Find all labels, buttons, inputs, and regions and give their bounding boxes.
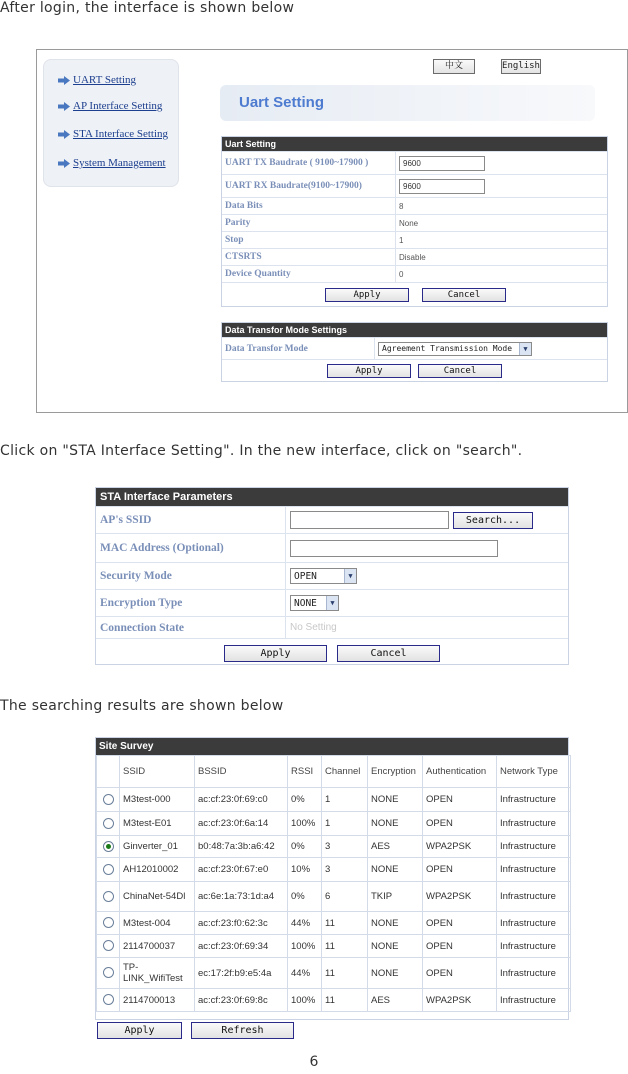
column-header: Channel	[322, 756, 368, 788]
mac-address-label: MAC Address (Optional)	[96, 534, 286, 562]
cell-auth: OPEN	[423, 912, 497, 935]
row-select-cell	[97, 812, 120, 836]
menu-item-ap-interface-setting[interactable]	[58, 100, 162, 112]
stop-label: Stop	[222, 232, 396, 248]
step-text: Click on "STA Interface Setting". In the new interface, click on "search".	[0, 443, 523, 459]
encryption-type-label: Encryption Type	[96, 590, 286, 616]
device-quantity-value: 0	[399, 269, 404, 279]
cell-bssid: ac:cf:23:f0:62:3c	[195, 912, 288, 935]
cell-ssid: ChinaNet-54Dl	[120, 882, 195, 912]
cell-ssid: 2114700037	[120, 935, 195, 958]
rx-baudrate-input[interactable]: 9600	[399, 179, 485, 194]
cell-type: Infrastructure	[497, 989, 571, 1012]
menu-item-label: System Management	[73, 157, 166, 169]
form-row	[222, 231, 607, 248]
site-survey-table	[95, 737, 569, 1020]
table-header-row	[97, 756, 571, 788]
side-menu	[43, 59, 179, 187]
column-header: SSID	[120, 756, 195, 788]
cell-encryption: AES	[368, 989, 423, 1012]
table-row[interactable]	[97, 788, 571, 812]
menu-item-uart-setting[interactable]	[58, 74, 136, 86]
survey-apply-button[interactable]: Apply	[97, 1022, 182, 1039]
cell-ssid: M3test-E01	[120, 812, 195, 836]
cell-encryption: NONE	[368, 912, 423, 935]
cell-bssid: ac:cf:23:0f:6a:14	[195, 812, 288, 836]
lang-chinese-button[interactable]: 中文	[433, 59, 475, 74]
transfer-cancel-button[interactable]: Cancel	[418, 364, 502, 378]
form-row	[222, 214, 607, 231]
cell-channel: 1	[322, 812, 368, 836]
cell-rssi: 0%	[288, 788, 322, 812]
cell-ssid: M3test-004	[120, 912, 195, 935]
cell-rssi: 44%	[288, 958, 322, 989]
cell-auth: OPEN	[423, 812, 497, 836]
transfer-mode-table	[221, 322, 608, 382]
chevron-down-icon: ▼	[519, 343, 531, 355]
security-mode-label: Security Mode	[96, 563, 286, 589]
table-row[interactable]	[97, 958, 571, 989]
parity-value: None	[399, 218, 419, 228]
results-text: The searching results are shown below	[0, 698, 284, 714]
cell-channel: 3	[322, 858, 368, 882]
menu-item-system-management[interactable]	[58, 157, 166, 169]
cell-encryption: NONE	[368, 812, 423, 836]
sta-parameters-table	[95, 487, 569, 665]
cell-rssi: 0%	[288, 882, 322, 912]
arrow-right-icon	[58, 159, 70, 168]
cell-ssid: Ginverter_01	[120, 836, 195, 858]
ssid-input[interactable]	[290, 511, 449, 529]
menu-item-label: AP Interface Setting	[73, 100, 163, 112]
cell-type: Infrastructure	[497, 912, 571, 935]
arrow-right-icon	[58, 102, 70, 111]
row-select-radio[interactable]	[103, 794, 114, 805]
cell-type: Infrastructure	[497, 836, 571, 858]
row-select-radio[interactable]	[103, 940, 114, 951]
site-survey-header: Site Survey	[96, 738, 568, 755]
row-select-cell	[97, 858, 120, 882]
column-header: BSSID	[195, 756, 288, 788]
sta-apply-button[interactable]: Apply	[224, 645, 327, 662]
tx-baudrate-input[interactable]: 9600	[399, 156, 485, 171]
transfer-mode-value: Agreement Transmission Mode	[382, 344, 513, 353]
cell-encryption: NONE	[368, 935, 423, 958]
cell-encryption: NONE	[368, 958, 423, 989]
chevron-down-icon: ▼	[344, 569, 356, 583]
ctsrts-value: Disable	[399, 252, 426, 262]
row-select-radio[interactable]	[103, 917, 114, 928]
form-row	[96, 616, 568, 638]
sta-cancel-button[interactable]: Cancel	[337, 645, 440, 662]
cell-channel: 3	[322, 836, 368, 858]
table-row[interactable]	[97, 935, 571, 958]
cell-encryption: NONE	[368, 788, 423, 812]
survey-refresh-button[interactable]: Refresh	[191, 1022, 294, 1039]
cell-channel: 11	[322, 989, 368, 1012]
cell-bssid: ac:cf:23:0f:69:34	[195, 935, 288, 958]
cell-rssi: 100%	[288, 935, 322, 958]
cell-channel: 6	[322, 882, 368, 912]
form-row	[96, 506, 568, 533]
cell-type: Infrastructure	[497, 958, 571, 989]
uart-apply-button[interactable]: Apply	[325, 288, 409, 302]
form-row	[96, 533, 568, 562]
lang-english-button[interactable]: English	[501, 59, 541, 74]
row-select-cell	[97, 882, 120, 912]
form-row	[222, 337, 607, 359]
row-select-cell	[97, 836, 120, 858]
cell-ssid: M3test-000	[120, 788, 195, 812]
row-select-cell	[97, 958, 120, 989]
connection-state-value: No Setting	[290, 622, 337, 633]
uart-cancel-button[interactable]: Cancel	[422, 288, 506, 302]
table-row[interactable]	[97, 912, 571, 935]
arrow-right-icon	[58, 76, 70, 85]
search-button[interactable]: Search...	[453, 512, 533, 529]
page-title: Uart Setting	[239, 94, 325, 111]
cell-ssid: 2114700013	[120, 989, 195, 1012]
cell-auth: WPA2PSK	[423, 882, 497, 912]
form-row	[222, 197, 607, 214]
row-select-cell	[97, 912, 120, 935]
cell-rssi: 100%	[288, 989, 322, 1012]
cell-channel: 11	[322, 958, 368, 989]
form-row	[222, 265, 607, 282]
cell-bssid: ec:17:2f:b9:e5:4a	[195, 958, 288, 989]
transfer-apply-button[interactable]: Apply	[327, 364, 411, 378]
row-select-cell	[97, 989, 120, 1012]
security-mode-select[interactable]	[290, 568, 357, 584]
cell-auth: WPA2PSK	[423, 989, 497, 1012]
device-quantity-label: Device Quantity	[222, 266, 396, 282]
transfer-mode-select[interactable]	[378, 342, 532, 356]
cell-rssi: 10%	[288, 858, 322, 882]
select-column-header	[97, 756, 120, 788]
cell-channel: 1	[322, 788, 368, 812]
survey-grid	[96, 755, 571, 1012]
form-row	[222, 359, 607, 383]
form-row	[222, 248, 607, 265]
cell-rssi: 0%	[288, 836, 322, 858]
cell-rssi: 44%	[288, 912, 322, 935]
cell-type: Infrastructure	[497, 858, 571, 882]
row-select-radio[interactable]	[103, 967, 114, 978]
cell-auth: OPEN	[423, 958, 497, 989]
web-ui-screenshot	[36, 49, 628, 413]
uart-setting-table	[221, 136, 608, 307]
form-row	[222, 151, 607, 174]
parity-label: Parity	[222, 215, 396, 231]
sta-header: STA Interface Parameters	[96, 488, 568, 506]
cell-bssid: ac:6e:1a:73:1d:a4	[195, 882, 288, 912]
cell-auth: WPA2PSK	[423, 836, 497, 858]
cell-auth: OPEN	[423, 858, 497, 882]
row-select-radio[interactable]	[103, 818, 114, 829]
data-bits-label: Data Bits	[222, 198, 396, 214]
cell-bssid: ac:cf:23:0f:67:e0	[195, 858, 288, 882]
row-select-radio[interactable]	[103, 841, 114, 852]
cell-bssid: ac:cf:23:0f:69:8c	[195, 989, 288, 1012]
security-mode-value: OPEN	[294, 570, 317, 582]
data-bits-value: 8	[399, 201, 404, 211]
transfer-mode-header: Data Transfor Mode Settings	[222, 323, 607, 337]
connection-state-label: Connection State	[96, 617, 286, 638]
column-header: Network Type	[497, 756, 571, 788]
form-row	[96, 638, 568, 665]
cell-type: Infrastructure	[497, 812, 571, 836]
encryption-type-select[interactable]	[290, 595, 339, 611]
cell-channel: 11	[322, 935, 368, 958]
table-row[interactable]	[97, 858, 571, 882]
form-row	[96, 562, 568, 589]
ctsrts-label: CTSRTS	[222, 249, 396, 265]
mac-address-input[interactable]	[290, 540, 498, 557]
table-row[interactable]	[97, 812, 571, 836]
menu-item-label: UART Setting	[73, 74, 137, 86]
page-number: 6	[309, 1054, 319, 1070]
cell-auth: OPEN	[423, 788, 497, 812]
transfer-mode-label: Data Transfor Mode	[222, 338, 375, 359]
tx-baudrate-label: UART TX Baudrate ( 9100~17900 )	[222, 152, 396, 174]
menu-item-label: STA Interface Setting	[73, 128, 169, 140]
cell-rssi: 100%	[288, 812, 322, 836]
cell-encryption: AES	[368, 836, 423, 858]
stop-value: 1	[399, 235, 404, 245]
column-header: Encryption	[368, 756, 423, 788]
cell-bssid: b0:48:7a:3b:a6:42	[195, 836, 288, 858]
cell-channel: 11	[322, 912, 368, 935]
row-select-cell	[97, 788, 120, 812]
column-header: Authentication	[423, 756, 497, 788]
menu-item-sta-interface-setting[interactable]	[58, 128, 168, 140]
table-row[interactable]	[97, 882, 571, 912]
cell-auth: OPEN	[423, 935, 497, 958]
uart-setting-header: Uart Setting	[222, 137, 607, 151]
chevron-down-icon: ▼	[326, 596, 338, 610]
cell-encryption: NONE	[368, 858, 423, 882]
cell-ssid: TP-LINK_WifiTest	[120, 958, 195, 989]
cell-ssid: AH12010002	[120, 858, 195, 882]
rx-baudrate-label: UART RX Baudrate(9100~17900)	[222, 175, 396, 197]
table-row[interactable]	[97, 989, 571, 1012]
intro-text: After login, the interface is shown below	[0, 0, 295, 16]
row-select-radio[interactable]	[103, 994, 114, 1005]
form-row	[96, 589, 568, 616]
arrow-right-icon	[58, 130, 70, 139]
table-row[interactable]	[97, 836, 571, 858]
row-select-cell	[97, 935, 120, 958]
cell-type: Infrastructure	[497, 935, 571, 958]
cell-encryption: TKIP	[368, 882, 423, 912]
column-header: RSSI	[288, 756, 322, 788]
row-select-radio[interactable]	[103, 864, 114, 875]
ssid-label: AP's SSID	[96, 507, 286, 533]
page-banner	[220, 85, 595, 121]
form-row	[222, 174, 607, 197]
form-row	[222, 282, 607, 307]
cell-type: Infrastructure	[497, 882, 571, 912]
cell-type: Infrastructure	[497, 788, 571, 812]
row-select-radio[interactable]	[103, 891, 114, 902]
encryption-type-value: NONE	[294, 597, 317, 609]
cell-bssid: ac:cf:23:0f:69:c0	[195, 788, 288, 812]
